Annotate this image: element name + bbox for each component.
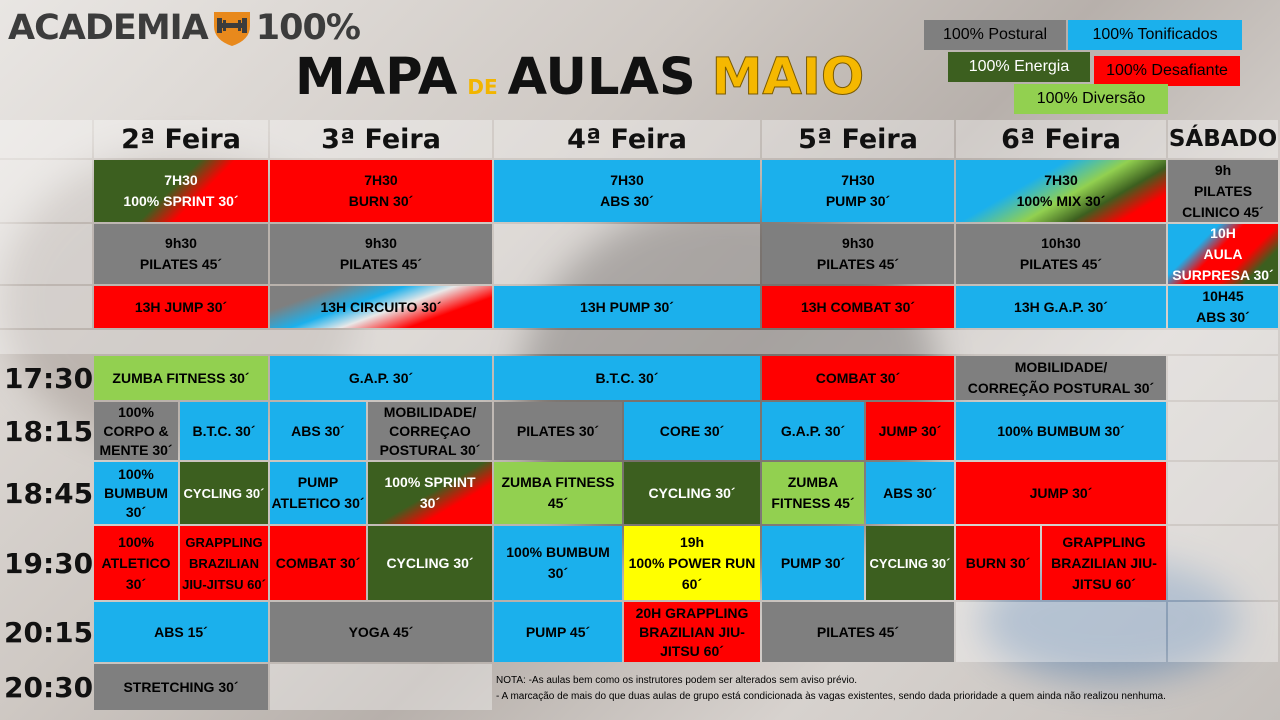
- class-2015-wed-b: 20H GRAPPLING BRAZILIAN JIU- JITSU 60´: [624, 602, 760, 662]
- class-1730-mon: ZUMBA FITNESS 30´: [94, 356, 268, 400]
- class-fri-morning-2: 10h30 PILATES 45´: [956, 224, 1166, 284]
- class-1845-mon-a: 100% BUMBUM 30´: [94, 462, 178, 524]
- class-thu-morning-1: 7H30 PUMP 30´: [762, 160, 954, 222]
- class-2015-tue: YOGA 45´: [270, 602, 492, 662]
- class-1845-tue-a: PUMP ATLETICO 30´: [270, 462, 366, 524]
- title-month: MAIO: [711, 48, 865, 107]
- dumbbell-shield-icon: [210, 8, 254, 48]
- empty-slot: [1168, 462, 1278, 524]
- empty-slot: [1168, 526, 1278, 600]
- title-de: DE: [467, 75, 498, 99]
- empty-slot: [956, 602, 1166, 662]
- class-1930-mon-a: 100% ATLETICO 30´: [94, 526, 178, 600]
- class-1930-thu-a: PUMP 30´: [762, 526, 864, 600]
- legend-diversao: 100% Diversão: [1014, 84, 1168, 114]
- class-1815-thu-a: G.A.P. 30´: [762, 402, 864, 460]
- page-title: [295, 48, 865, 107]
- class-fri-morning-1: 7H30 100% MIX 30´: [956, 160, 1166, 222]
- class-1845-thu-b: ABS 30´: [866, 462, 954, 524]
- day-header-thursday: 5ª Feira: [762, 120, 954, 158]
- class-1815-mon-b: B.T.C. 30´: [180, 402, 268, 460]
- legend-tonificados: 100% Tonificados: [1068, 20, 1242, 50]
- class-thu-midday: 13H COMBAT 30´: [762, 286, 954, 328]
- class-1845-tue-b: 100% SPRINT 30´: [368, 462, 492, 524]
- class-mon-morning-1: 7H30 100% SPRINT 30´: [94, 160, 268, 222]
- time-label-1730: 17:30: [4, 361, 94, 395]
- time-label-1930: 19:30: [4, 546, 94, 580]
- class-1815-mon-a: 100% CORPO & MENTE 30´: [94, 402, 178, 460]
- class-1845-fri: JUMP 30´: [956, 462, 1166, 524]
- class-1845-thu-a: ZUMBA FITNESS 45´: [762, 462, 864, 524]
- day-header-friday: 6ª Feira: [956, 120, 1166, 158]
- header-corner: [0, 120, 92, 158]
- empty-slot: [270, 664, 492, 710]
- title-part2: AULAS: [507, 48, 696, 107]
- class-wed-midday: 13H PUMP 30´: [494, 286, 760, 328]
- class-1930-wed-a: 100% BUMBUM 30´: [494, 526, 622, 600]
- class-sat-morning-2: 10H AULA SURPRESA 30´: [1168, 224, 1278, 284]
- brand-text-right: 100%: [255, 8, 360, 48]
- class-1730-wed: B.T.C. 30´: [494, 356, 760, 400]
- legend-desafiante: 100% Desafiante: [1094, 56, 1240, 86]
- legend-energia: 100% Energia: [948, 52, 1090, 82]
- time-label-1815: 18:15: [4, 414, 94, 448]
- class-sat-morning-1: 9h PILATES CLINICO 45´: [1168, 160, 1278, 222]
- class-2030-mon: STRETCHING 30´: [94, 664, 268, 710]
- empty-slot: [1168, 602, 1278, 662]
- note-line-2: - A marcação de mais do que duas aulas de grupo está condicionada às vagas existentes, sendo dada prioridade a quem ainda não realizou nenhuma.: [496, 691, 1166, 702]
- day-header-tuesday: 3ª Feira: [270, 120, 492, 158]
- class-fri-midday: 13H G.A.P. 30´: [956, 286, 1166, 328]
- legend-postural: 100% Postural: [924, 20, 1066, 50]
- time-label-empty: [0, 286, 92, 328]
- class-2015-mon: ABS 15´: [94, 602, 268, 662]
- brand-text-left: ACADEMIA: [8, 8, 208, 48]
- empty-slot: [1168, 402, 1278, 460]
- time-label-empty: [0, 224, 92, 284]
- day-header-monday: 2ª Feira: [94, 120, 268, 158]
- day-header-wednesday: 4ª Feira: [494, 120, 760, 158]
- class-tue-midday: 13H CIRCUITO 30´: [270, 286, 492, 328]
- class-mon-morning-2: 9h30 PILATES 45´: [94, 224, 268, 284]
- class-1930-thu-b: CYCLING 30´: [866, 526, 954, 600]
- title-part1: MAPA: [295, 48, 458, 107]
- class-1845-wed-b: CYCLING 30´: [624, 462, 760, 524]
- class-wed-morning-1: 7H30 ABS 30´: [494, 160, 760, 222]
- time-label-2030: 20:30: [4, 670, 94, 704]
- class-1845-mon-b: CYCLING 30´: [180, 462, 268, 524]
- empty-slot: [1168, 356, 1278, 400]
- class-tue-morning-1: 7H30 BURN 30´: [270, 160, 492, 222]
- empty-slot: [494, 224, 760, 284]
- note-line-1: NOTA: -As aulas bem como os instrutores podem ser alterados sem aviso prévio.: [496, 675, 858, 686]
- class-1845-wed-a: ZUMBA FITNESS 45´: [494, 462, 622, 524]
- class-1730-tue: G.A.P. 30´: [270, 356, 492, 400]
- spacer-row: [0, 330, 1278, 354]
- class-1930-mon-b: GRAPPLING BRAZILIAN JIU-JITSU 60´: [180, 526, 268, 600]
- time-label-1845: 18:45: [4, 476, 94, 510]
- class-1930-fri-b: GRAPPLING BRAZILIAN JIU- JITSU 60´: [1042, 526, 1166, 600]
- brand-logo: [8, 6, 360, 50]
- time-label-2015: 20:15: [4, 615, 94, 649]
- class-1815-tue-b: MOBILIDADE/ CORREÇAO POSTURAL 30´: [368, 402, 492, 460]
- class-2015-thu: PILATES 45´: [762, 602, 954, 662]
- class-1815-thu-b: JUMP 30´: [866, 402, 954, 460]
- class-1815-tue-a: ABS 30´: [270, 402, 366, 460]
- class-1730-thu: COMBAT 30´: [762, 356, 954, 400]
- class-mon-midday: 13H JUMP 30´: [94, 286, 268, 328]
- time-label-empty: [0, 160, 92, 222]
- class-1815-wed-a: PILATES 30´: [494, 402, 622, 460]
- day-header-saturday: SÁBADO: [1168, 120, 1278, 158]
- class-1930-tue-a: COMBAT 30´: [270, 526, 366, 600]
- footer-note: [496, 673, 1166, 705]
- class-1815-wed-b: CORE 30´: [624, 402, 760, 460]
- class-1930-fri-a: BURN 30´: [956, 526, 1040, 600]
- class-1930-wed-b: 19h 100% POWER RUN 60´: [624, 526, 760, 600]
- class-1930-tue-b: CYCLING 30´: [368, 526, 492, 600]
- class-1730-fri: MOBILIDADE/ CORREÇÃO POSTURAL 30´: [956, 356, 1166, 400]
- class-tue-morning-2: 9h30 PILATES 45´: [270, 224, 492, 284]
- class-2015-wed-a: PUMP 45´: [494, 602, 622, 662]
- class-sat-midday: 10H45 ABS 30´: [1168, 286, 1278, 328]
- class-thu-morning-2: 9h30 PILATES 45´: [762, 224, 954, 284]
- class-1815-fri: 100% BUMBUM 30´: [956, 402, 1166, 460]
